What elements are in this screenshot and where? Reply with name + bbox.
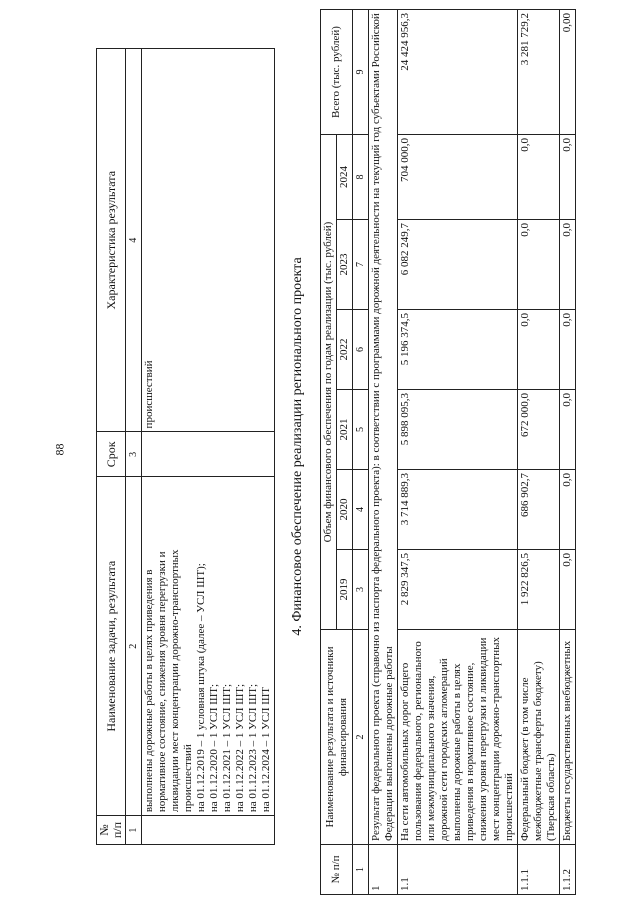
t2-header-year: 2024	[337, 135, 353, 220]
t1-name-line: на 01.12.2022 – 1 УСЛ ШТ;	[234, 683, 246, 813]
t2-cell-value: 0,0	[518, 135, 560, 220]
t2-header-num: № п/п	[321, 845, 353, 895]
t2-header-year: 2019	[337, 550, 353, 630]
t2-cell-value: 0,0	[560, 470, 576, 550]
t2-cell-value: 1 922 826,5	[518, 550, 560, 630]
t2-header-year: 2021	[337, 390, 353, 470]
t2-row-span-text: Результат федерального проекта (справочно из паспорта федерального проекта): в соответствии с программами дорожной деятельности на текущий год субъектами Российской Федерации выполнены дорожные работы	[369, 10, 398, 845]
t1-row-term	[142, 432, 275, 477]
t1-index-cell: 4	[126, 49, 142, 432]
t2-header-name: Наименование результата и источники финансирования	[321, 630, 353, 845]
t1-row-num	[142, 816, 275, 845]
t2-cell-value: 0,0	[560, 310, 576, 390]
t2-row-num: 1.1.2	[560, 845, 576, 895]
t2-row-result-federal	[369, 10, 398, 895]
t2-index-cell: 4	[353, 470, 369, 550]
t1-name-line: на 01.12.2021 – 1 УСЛ ШТ;	[221, 683, 233, 813]
t1-row	[142, 49, 275, 845]
t2-cell-value: 0,0	[560, 390, 576, 470]
t2-cell-value: 5 196 374,5	[398, 310, 518, 390]
t2-cell-value: 0,0	[518, 220, 560, 310]
section-title: 4. Финансовое обеспечение реализации регионального проекта	[290, 257, 305, 636]
t1-header-term: Срок	[97, 432, 126, 477]
t1-name-line: на 01.12.2020 – 1 УСЛ ШТ;	[208, 683, 220, 813]
t2-index-cell: 7	[353, 220, 369, 310]
t1-header-characteristic: Характеристика результата	[97, 49, 126, 432]
t1-name-line: ликвидации мест концентрации дорожно-транспортных	[169, 549, 181, 813]
t2-row-num: 1.1.1	[518, 845, 560, 895]
t2-row-1-1-1	[518, 10, 560, 895]
t2-cell-value: 0,0	[518, 310, 560, 390]
page-number: 88	[52, 443, 67, 456]
t1-name-line: на 01.12.2024 – 1 УСЛ ШТ	[260, 686, 272, 813]
t2-index-cell: 3	[353, 550, 369, 630]
t1-name-line: происшествий	[182, 744, 194, 813]
t2-header-years-group: Объем финансового обеспечения по годам реализации (тыс. рублей)	[321, 135, 337, 630]
t2-row-name: Бюджеты государственных внебюджетных	[560, 630, 576, 845]
financing-table	[320, 9, 576, 895]
t2-cell-value: 5 898 095,3	[398, 390, 518, 470]
t1-index-cell: 2	[126, 477, 142, 816]
t2-index-row	[353, 10, 369, 895]
t2-index-cell: 8	[353, 135, 369, 220]
t1-header-num: № п/п	[97, 816, 126, 845]
t2-index-cell: 5	[353, 390, 369, 470]
tasks-table	[96, 48, 275, 845]
t2-row-name: На сети автомобильных дорог общего пользования федерального, регионального или межмуниципального значения, дорожной сети городских агломераций выполнены дорожные работы в целях приведения в нормативное состояние, снижения уровня перегрузки и ликвидации мест концентрации дорожно-транспортных происшествий	[398, 630, 518, 845]
t2-cell-value: 704 000,0	[398, 135, 518, 220]
t1-row-characteristic: происшествий	[142, 49, 275, 432]
t2-cell-value: 2 829 347,5	[398, 550, 518, 630]
t2-cell-value: 686 902,7	[518, 470, 560, 550]
t2-row-1-1-2	[560, 10, 576, 895]
t2-row-name: Федеральный бюджет (в том числе межбюджетные трансферты бюджету) (Тверская область)	[518, 630, 560, 845]
t2-cell-value: 0,0	[560, 550, 576, 630]
t1-index-cell: 3	[126, 432, 142, 477]
t1-header-name: Наименование задачи, результата	[97, 477, 126, 816]
t1-index-cell: 1	[126, 816, 142, 845]
t2-index-cell: 6	[353, 310, 369, 390]
t2-cell-value: 0,0	[560, 135, 576, 220]
t1-name-line: нормативное состояние, снижения уровня перегрузки и	[156, 551, 168, 813]
t2-row-1-1	[398, 10, 518, 895]
t2-index-cell: 1	[353, 845, 369, 895]
t2-cell-value: 672 000,0	[518, 390, 560, 470]
t1-name-line: на 01.12.2019 – 1 условная штука (далее – УСЛ ШТ);	[195, 563, 207, 813]
t2-header-year: 2023	[337, 220, 353, 310]
t2-index-cell: 9	[353, 10, 369, 135]
t2-cell-total: 24 424 956,3	[398, 10, 518, 135]
t2-cell-total: 0,00	[560, 10, 576, 135]
t2-cell-value: 3 714 889,3	[398, 470, 518, 550]
t2-cell-value: 6 082 249,7	[398, 220, 518, 310]
t1-row-name	[142, 477, 275, 816]
t2-header-total: Всего (тыс. рублей)	[321, 10, 353, 135]
t2-header-year: 2022	[337, 310, 353, 390]
t2-cell-value: 0,0	[560, 220, 576, 310]
t1-index-row	[126, 49, 142, 845]
t2-index-cell: 2	[353, 630, 369, 845]
t2-row-num: 1	[369, 845, 398, 895]
t1-name-line: выполнены дорожные работы в целях приведения в	[143, 569, 155, 813]
t2-row-num: 1.1	[398, 845, 518, 895]
t1-name-line: на 01.12.2023 – 1 УСЛ ШТ;	[247, 683, 259, 813]
t2-cell-total: 3 281 729,2	[518, 10, 560, 135]
t2-header-year: 2020	[337, 470, 353, 550]
